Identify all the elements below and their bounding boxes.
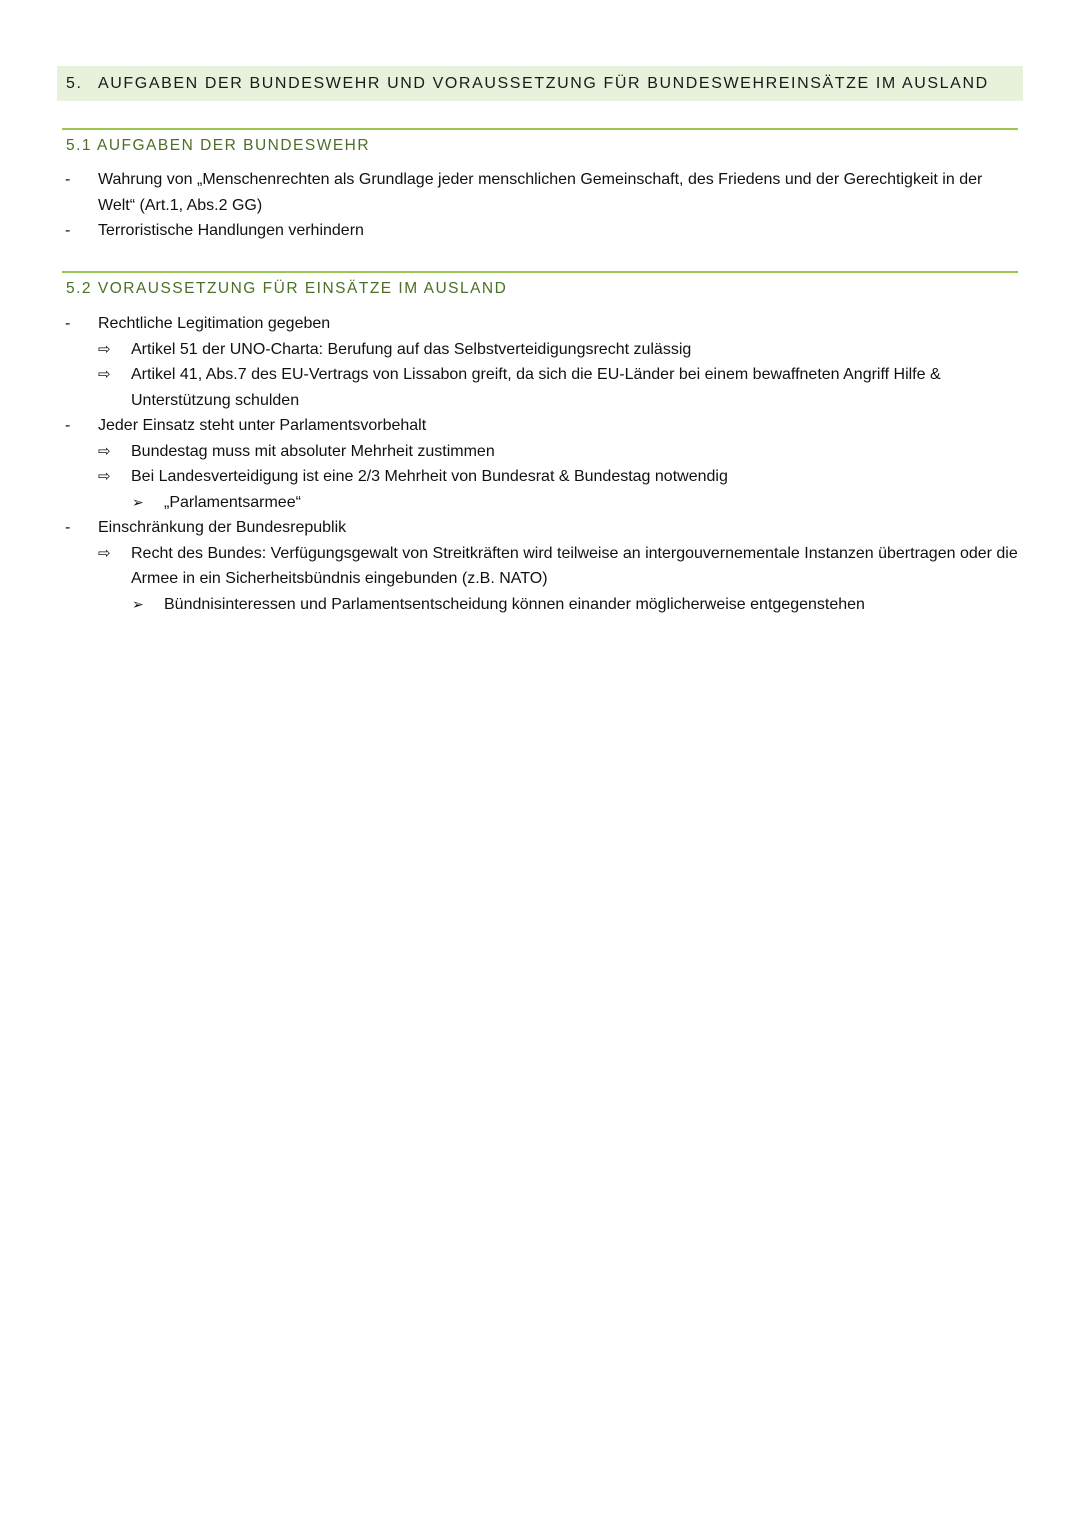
list-item-text: Jeder Einsatz steht unter Parlamentsvorbehalt <box>98 417 427 434</box>
section-title: 5.2 VORAUSSETZUNG FÜR EINSÄTZE IM AUSLAND <box>66 280 508 297</box>
chapter-heading <box>57 66 1023 101</box>
list-item-text: Bündnisinteressen und Parlamentsentscheidung können einander möglicherweise entgegenstehen <box>164 595 865 613</box>
list-item-text: Bei Landesverteidigung ist eine 2/3 Mehrheit von Bundesrat & Bundestag notwendig <box>131 468 728 485</box>
list-item <box>62 362 1018 413</box>
list-item-text: Rechtliche Legitimation gegeben <box>98 315 331 332</box>
list-item-text: Recht des Bundes: Verfügungsgewalt von Streitkräften wird teilweise an intergouvernementale Instanzen übertragen oder die Armee in ein Sicherheitsbündnis eingebunden (z.B. NATO) <box>131 544 1018 587</box>
list-item <box>62 218 1018 244</box>
list-item-text: Bundestag muss mit absoluter Mehrheit zustimmen <box>131 442 495 460</box>
arrow-bullet-icon: ⇨ <box>98 468 111 485</box>
list-item <box>62 311 1018 337</box>
dash-bullet-icon: - <box>65 315 71 332</box>
arrow-bullet-icon: ⇨ <box>98 442 111 460</box>
arrow-bullet-icon: ⇨ <box>98 366 111 383</box>
list-item <box>62 464 1018 490</box>
arrow-bullet-icon: ⇨ <box>98 544 111 562</box>
section-5-1-list <box>62 167 1018 244</box>
list-item <box>62 413 1018 439</box>
section-divider <box>62 271 1018 273</box>
triangle-bullet-icon: ➢ <box>132 493 144 510</box>
triangle-bullet-icon: ➢ <box>132 595 144 612</box>
list-item <box>62 490 1018 516</box>
list-item <box>62 515 1018 541</box>
list-item <box>62 167 1018 218</box>
section-divider <box>62 128 1018 130</box>
dash-bullet-icon: - <box>65 171 71 188</box>
list-item-text: Artikel 51 der UNO-Charta: Berufung auf das Selbstverteidigungsrecht zulässig <box>131 340 692 358</box>
list-item <box>62 541 1018 592</box>
dash-bullet-icon: - <box>65 519 71 536</box>
section-5-2-list <box>62 311 1018 617</box>
dash-bullet-icon: - <box>65 417 71 434</box>
list-item <box>62 337 1018 363</box>
chapter-number: 5. <box>66 74 83 92</box>
list-item-text: Artikel 41, Abs.7 des EU-Vertrags von Lissabon greift, da sich die EU-Länder bei einem bewaffneten Angriff Hilfe & Unterstützung schulden <box>131 366 941 409</box>
list-item <box>62 592 1018 618</box>
list-item-text: „Parlamentsarmee“ <box>164 493 301 511</box>
list-item-text: Terroristische Handlungen verhindern <box>98 222 364 239</box>
dash-bullet-icon: - <box>65 222 71 239</box>
section-heading-5-2 <box>62 271 1018 298</box>
list-item <box>62 439 1018 465</box>
section-heading-5-1 <box>62 128 1018 155</box>
list-item-text: Wahrung von „Menschenrechten als Grundlage jeder menschlichen Gemeinschaft, des Friedens und der Gerechtigkeit in der Welt“ (Art.1, Abs.2 GG) <box>98 171 983 214</box>
arrow-bullet-icon: ⇨ <box>98 340 111 358</box>
chapter-title: AUFGABEN DER BUNDESWEHR UND VORAUSSETZUNG FÜR BUNDESWEHREINSÄTZE IM AUSLAND <box>98 74 989 92</box>
section-title: 5.1 AUFGABEN DER BUNDESWEHR <box>66 137 371 154</box>
list-item-text: Einschränkung der Bundesrepublik <box>98 519 347 536</box>
